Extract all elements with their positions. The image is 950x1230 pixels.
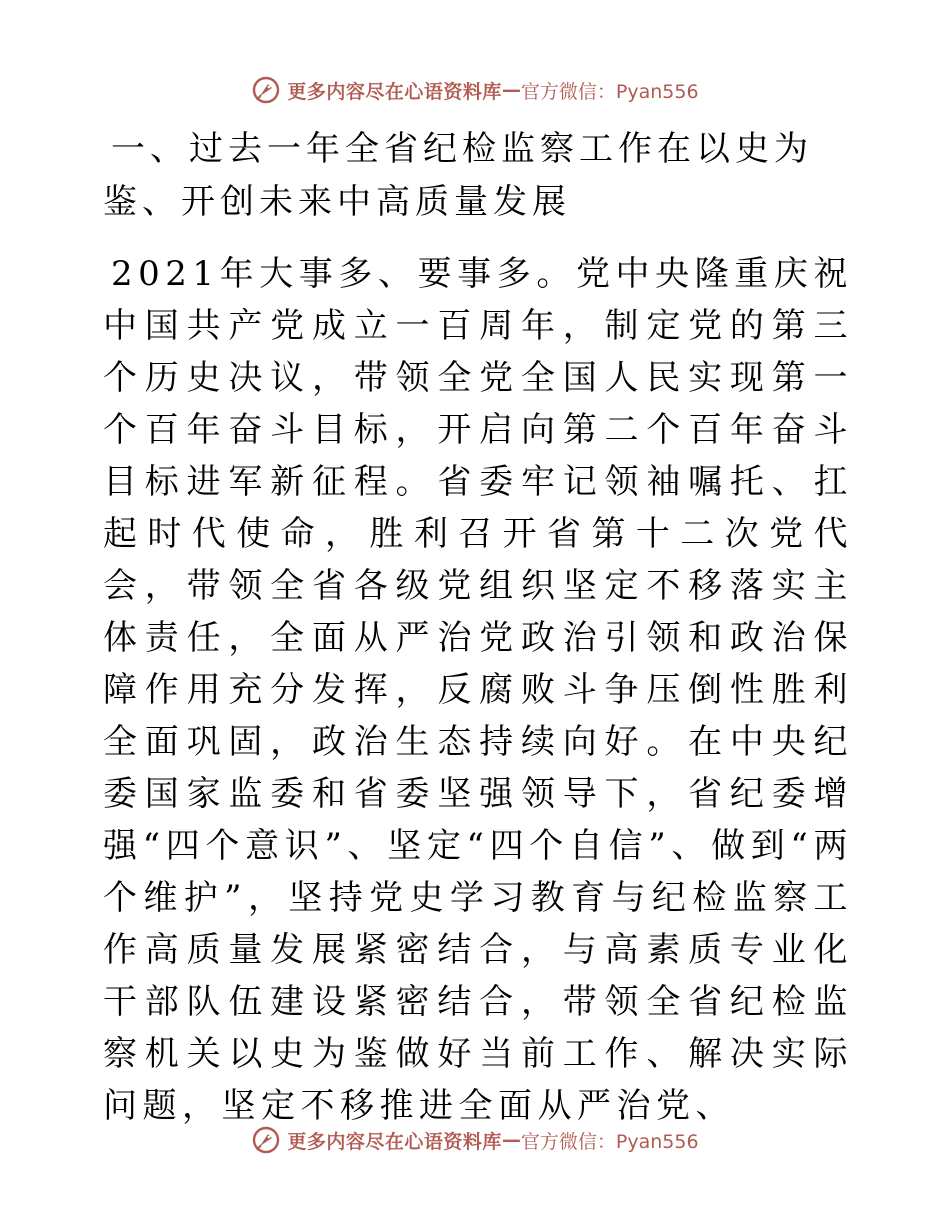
pen-nib-icon — [251, 75, 281, 105]
watermark-wechat: 官方微信：Pyan556 — [520, 1130, 699, 1153]
watermark-brand: 更多内容尽在心语资料库 — [287, 80, 502, 103]
watermark-brand: 更多内容尽在心语资料库 — [287, 1130, 502, 1153]
watermark-separator: — — [501, 79, 521, 101]
section-heading: 一、过去一年全省纪检监察工作在以史为鉴、开创未来中高质量发展 — [103, 129, 813, 222]
watermark-wechat: 官方微信：Pyan556 — [520, 80, 699, 103]
pen-nib-icon — [251, 1125, 281, 1155]
body-paragraph: 2021年大事多、要事多。党中央隆重庆祝中国共产党成立一百周年，制定党的第三个历史决议，带领全党全国人民实现第一个百年奋斗目标，开启向第二个百年奋斗目标进军新征程。省委牢记领袖嘱托、扛起时代使命，胜利召开省第十二次党代会，带领全省各级党组织坚定不移落实主体责任，全面从严治党政治引领和政治保障作用充分发挥，反腐败斗争压倒性胜利全面巩固，政治生态持续向好。在中央纪委国家监委和省委坚强领导下，省纪委增强“四个意识”、坚定“四个自信”、做到“两个维护”，坚持党史学习教育与纪检监察工作高质量发展紧密结合，与高素质专业化干部队伍建设紧密结合，带领全省纪检监察机关以史为鉴做好当前工作、解决实际问题，坚定不移推进全面从严治党、 — [103, 254, 853, 1126]
header-watermark — [0, 70, 950, 110]
footer-watermark — [0, 1120, 950, 1160]
document-body — [103, 123, 853, 1132]
watermark-separator: — — [501, 1129, 521, 1151]
